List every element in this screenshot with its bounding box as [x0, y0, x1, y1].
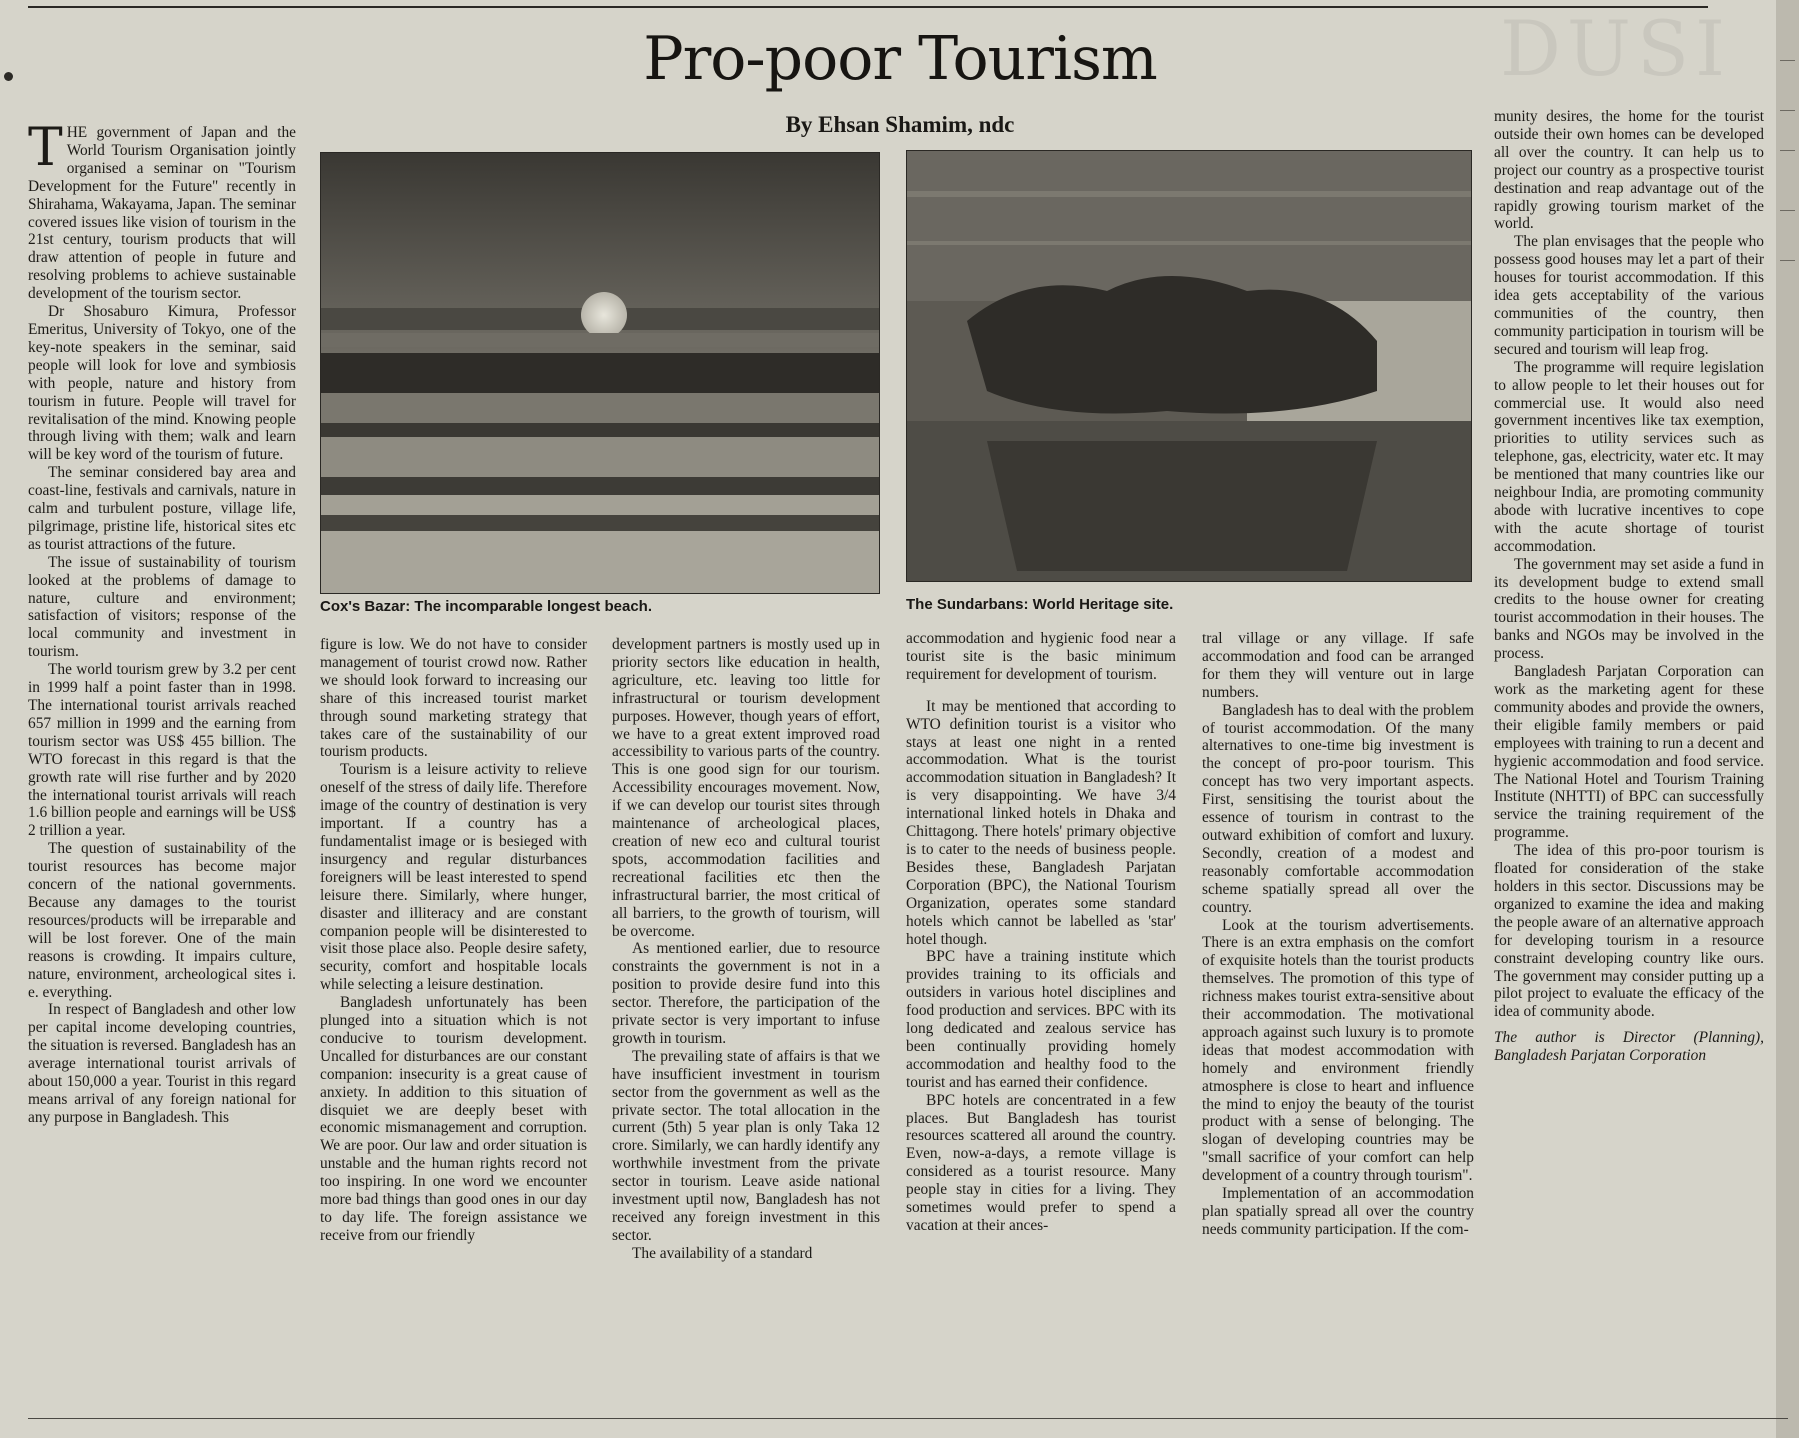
margin-bullet [4, 72, 13, 81]
photo-caption: Cox's Bazar: The incomparable longest beach. [320, 598, 652, 615]
column-2 [320, 636, 587, 1412]
sundarbans-photo [906, 150, 1472, 582]
paragraph: tral village or any village. If safe accommodation and food can be arranged for them they will venture out in large numbers. [1202, 630, 1474, 701]
paragraph: In respect of Bangladesh and other low per capital income developing countries, the situation is reversed. Bangladesh has an average international tourist arrivals of about 150,000 a year. Tourist in this regard means arrival of any foreign national for any purpose in Bangladesh. This [28, 1001, 296, 1126]
paragraph: The question of sustainability of the tourist resources has become major concern of the national governments. Because any damages to the tourist resources/products will be irreparable and will be lost forever. One of the main reasons is crowding. It impairs culture, nature, environment, archeological sites i. e. everything. [28, 840, 296, 1001]
headline: Pro-poor Tourism [643, 24, 1157, 94]
coxs-bazar-photo [320, 152, 880, 594]
column-1 [28, 118, 296, 1412]
top-rule [28, 6, 1708, 8]
paragraph: figure is low. We do not have to consider management of tourist crowd now. Rather we should look forward to increasing our share of this increased tourist market through sound marketing strategy that takes care of the sustainability of our tourism products. [320, 636, 587, 761]
paragraph: Bangladesh has to deal with the problem of tourist accommodation. Of the many alternatives to one-time big investment is the concept of pro-poor tourism. This concept has two very important aspects. First, sensitising the tourist about the essence of tourism in contrast to the outward exhibition of comfort and luxury. Secondly, creation of a modest and reasonably comfortable accommodation scheme spatially spread all over the country. [1202, 701, 1474, 916]
paragraph: Bangladesh Parjatan Corporation can work as the marketing agent for these community abodes and provide the owners, their eligible family members or paid employees with training to run a decent and hygienic accommodation and food service. The National Hotel and Tourism Training Institute (NHTTI) of BPC can successfully service the training requirement of the programme. [1494, 663, 1764, 842]
paragraph: The issue of sustainability of tourism looked at the problems of damage to nature, culture and environment; satisfaction of visitors; response of the local community and investment in tourism. [28, 553, 296, 661]
paragraph: BPC hotels are concentrated in a few places. But Bangladesh has tourist resources scattered all around the country. Even, now-a-days, a remote village is considered as a tourist resource. Many people stay in cities for a living. They sometimes would prefer to spend a vacation at their ances- [906, 1091, 1176, 1234]
column-6 [1494, 108, 1764, 1412]
paragraph: THE government of Japan and the World Tourism Organisation jointly organised a seminar on "Tourism Development for the Future" recently in Shirahama, Wakayama, Japan. The seminar covered issues like vision of tourism in the 21st century, tourism products that will draw attention of people in future and resolving problems to achieve sustainable development of the tourism sector. [28, 118, 296, 303]
page-edge-strip [1776, 0, 1799, 1438]
paragraph: Implementation of an accommodation plan spatially spread all over the country needs community participation. If the com- [1202, 1185, 1474, 1238]
column-5 [1202, 630, 1474, 1412]
paragraph: As mentioned earlier, due to resource constraints the government is not in a position to provide desire fund into this sector. Therefore, the participation of the private sector is very important to infuse growth in tourism. [612, 940, 880, 1047]
paragraph: BPC have a training institute which provides training to its officials and outsiders in various hotel disciplines and food production and services. BPC with its long dedicated and zealous service has been continually providing homely accommodation and healthy food to the tourist and has earned their confidence. [906, 948, 1176, 1091]
photo-caption: The Sundarbans: World Heritage site. [906, 596, 1174, 613]
bottom-rule [28, 1418, 1788, 1419]
drop-cap: T [28, 118, 63, 178]
paragraph: The world tourism grew by 3.2 per cent in 1999 half a point faster than in 1998. The international tourist arrivals reached 657 million in 1999 and the earning from tourism sector was US$ 455 billion. The WTO forecast in this regard is that the growth rate will rise further and by 2020 the international tourist arrivals will reach 1.6 billion people and earnings will be US$ 2 trillion a year. [28, 661, 296, 840]
column-3 [612, 636, 880, 1412]
paragraph: munity desires, the home for the tourist outside their own homes can be developed all over the country. It can help us to project our country as a prospective tourist destination and reap advantage out of the rapidly growing tourism market of the world. [1494, 108, 1764, 233]
paragraph: Tourism is a leisure activity to relieve oneself of the stress of daily life. Therefore image of the country of destination is very important. If a country has a fundamentalist image or is besieged with insurgency and regular disturbances foreigners will be least interested to spend leisure there. Similarly, where hunger, disaster and illiteracy and are constant companion people will be disinterested to visit those place also. People desire safety, security, comfort and hospitable locals while selecting a leisure destination. [320, 761, 587, 994]
paragraph: accommodation and hygienic food near a tourist site is the basic minimum requirement for development of tourism. [906, 630, 1176, 683]
paragraph: Look at the tourism advertisements. There is an extra emphasis on the comfort of exquisite hotels than the tourist products themselves. The promotion of this type of richness makes tourist extra-sensitive about their accommodation. The motivational approach against such luxury is to promote ideas that modest accommodation with homely and environment friendly atmosphere is close to heart and influence the mind to enjoy the beauty of the tourist product with a sense of belonging. The slogan of developing countries may be "small sacrifice of your comfort can help development of a country through tourism". [1202, 916, 1474, 1185]
paragraph: The government may set aside a fund in its development budge to extend small credits to the house owner for creating tourist accommodation in their houses. The banks and NGOs may be involved in the process. [1494, 555, 1764, 663]
adjacent-page-ghost-text: DUSI [1500, 4, 1732, 93]
paragraph: The programme will require legislation to allow people to let their houses out for commercial use. It would also need government incentives like tax exemption, priorities to utility services such as telephone, gas, electricity, water etc. It may be mentioned that many countries like our neighbour India, are promoting community abode with lucrative incentives to cope with the acute shortage of tourist accommodation. [1494, 358, 1764, 555]
author-note: The author is Director (Planning), Bangladesh Parjatan Corporation [1494, 1029, 1764, 1065]
paragraph: Dr Shosaburo Kimura, Professor Emeritus, University of Tokyo, one of the key-note speakers in the seminar, said people will look for love and symbiosis with people, nature and history from tourism in future. People will travel for revitalisation of the mind. Knowing people through living with them; walk and learn will be key word of the tourism of future. [28, 303, 296, 464]
paragraph: The availability of a standard [632, 1244, 813, 1262]
paragraph: The seminar considered bay area and coast-line, festivals and carnivals, nature in calm and turbulent posture, village life, pilgrimage, pristine life, historical sites etc as tourist attractions of the future. [28, 464, 296, 553]
paragraph: It may be mentioned that according to WTO definition tourist is a visitor who stays at least one night in a rented accommodation. What is the tourist accommodation situation in Bangladesh? It is very disappointing. We have 3/4 international linked hotels in Dhaka and Chittagong. There hotels' primary objective is to cater to the needs of business people. Besides these, Bangladesh Parjatan Corporation (BPC), the National Tourism Organization, operates some standard hotels which cannot be labelled as 'star' hotel though. [906, 697, 1176, 948]
paragraph: development partners is mostly used up in priority sectors like education in health, agriculture, etc. leaving too little for infrastructural or tourism development purposes. However, though years of effort, we have to a great extent improved road accessibility to various parts of the country. This is one good sign for our tourism. Accessibility encourages movement. Now, if we can develop our tourist sites through maintenance of archeological places, creation of new eco and cultural tourist spots, accommodation facilities and recreational facilities etc then the infrastructural barrier, the most critical of all barriers, to the growth of tourism, will be overcome. [612, 636, 880, 940]
column-4 [906, 630, 1176, 1412]
paragraph: Bangladesh unfortunately has been plunged into a situation which is not conducive to tourism development. Uncalled for disturbances are our constant companion: insecurity is a great cause of anxiety. In addition to this situation of disquiet we are deeply beset with economic mismanagement and corruption. We are poor. Our law and order situation is unstable and the human rights record not too inspiring. In one word we encounter more bad things than good ones in our day to day life. The foreign assistance we receive from our friendly [320, 994, 587, 1244]
paragraph: The prevailing state of affairs is that we have insufficient investment in tourism sector from the government as well as the private sector. The total allocation in the current (5th) 5 year plan is only Taka 12 crore. Similarly, we can hardly identify any worthwhile investment from the private sector in tourism. Leave aside national investment uptil now, Bangladesh has not received any foreign investment in this sector. [612, 1047, 880, 1244]
paragraph: The plan envisages that the people who possess good houses may let a part of their houses for tourist accommodation. If this idea gets acceptability of the various communities of the country, then community participation in tourism will be secured and tourism will leap frog. [1494, 233, 1764, 358]
byline: By Ehsan Shamim, ndc [785, 112, 1015, 137]
paragraph: The idea of this pro-poor tourism is floated for consideration of the stake holders in this sector. Discussions may be organized to examine the idea and making the people aware of an alternative approach for developing tourism in a resource constraint developing country like ours. The government may consider putting up a pilot project to evaluate the efficacy of the idea of community abode. [1494, 842, 1764, 1021]
